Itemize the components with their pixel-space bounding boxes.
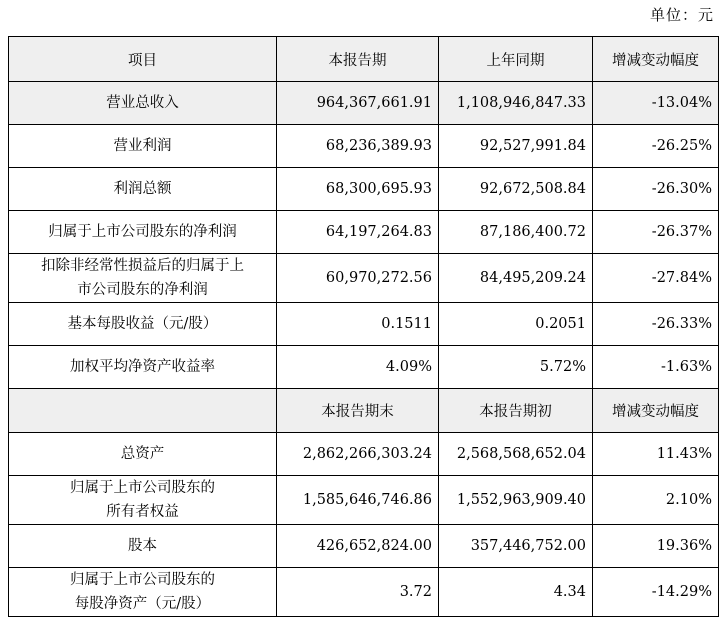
row-label-line-2: 每股净资产（元/股） [74, 596, 211, 612]
table-row [9, 476, 719, 525]
row-label: 总资产 [9, 433, 277, 476]
financial-summary-table [8, 36, 719, 617]
table-row [9, 303, 719, 346]
period-end-value: 2,862,266,303.24 [277, 433, 439, 476]
subheader-item [9, 389, 277, 433]
current-value: 68,300,695.93 [277, 168, 439, 211]
period-end-value: 1,585,646,746.86 [277, 476, 439, 525]
header-change: 增减变动幅度 [593, 37, 719, 82]
header-previous-period: 上年同期 [439, 37, 593, 82]
table-row [9, 568, 719, 617]
subheader-period-end: 本报告期末 [277, 389, 439, 433]
period-begin-value: 357,446,752.00 [439, 525, 593, 568]
table-row [9, 82, 719, 125]
previous-value: 1,108,946,847.33 [439, 82, 593, 125]
change-value: 2.10% [593, 476, 719, 525]
unit-label: 单位：元 [649, 6, 714, 24]
row-label: 营业利润 [9, 125, 277, 168]
header-item: 项目 [9, 37, 277, 82]
previous-value: 92,527,991.84 [439, 125, 593, 168]
row-label: 营业总收入 [9, 82, 277, 125]
row-label: 加权平均净资产收益率 [9, 346, 277, 389]
change-value: -14.29% [593, 568, 719, 617]
row-label: 利润总额 [9, 168, 277, 211]
row-label [9, 476, 277, 525]
change-value: -26.37% [593, 211, 719, 254]
previous-value: 87,186,400.72 [439, 211, 593, 254]
table-row [9, 254, 719, 303]
period-end-value: 3.72 [277, 568, 439, 617]
table-row [9, 433, 719, 476]
row-label-line-1: 归属于上市公司股东的 [70, 480, 215, 496]
row-label: 归属于上市公司股东的净利润 [9, 211, 277, 254]
table-subheader-row [9, 389, 719, 433]
table-row [9, 168, 719, 211]
change-value: -13.04% [593, 82, 719, 125]
period-begin-value: 2,568,568,652.04 [439, 433, 593, 476]
row-label-line-1: 归属于上市公司股东的 [70, 572, 215, 588]
period-begin-value: 1,552,963,909.40 [439, 476, 593, 525]
period-begin-value: 4.34 [439, 568, 593, 617]
row-label [9, 254, 277, 303]
row-label-line-2: 市公司股东的净利润 [77, 282, 208, 298]
previous-value: 84,495,209.24 [439, 254, 593, 303]
current-value: 68,236,389.93 [277, 125, 439, 168]
header-current-period: 本报告期 [277, 37, 439, 82]
change-value: -1.63% [593, 346, 719, 389]
row-label: 股本 [9, 525, 277, 568]
change-value: 19.36% [593, 525, 719, 568]
change-value: 11.43% [593, 433, 719, 476]
table-row [9, 125, 719, 168]
table-row [9, 346, 719, 389]
subheader-period-begin: 本报告期初 [439, 389, 593, 433]
table-row [9, 525, 719, 568]
table-header-row [9, 37, 719, 82]
subheader-change: 增减变动幅度 [593, 389, 719, 433]
row-label: 基本每股收益（元/股） [9, 303, 277, 346]
current-value: 64,197,264.83 [277, 211, 439, 254]
previous-value: 0.2051 [439, 303, 593, 346]
current-value: 60,970,272.56 [277, 254, 439, 303]
current-value: 0.1511 [277, 303, 439, 346]
previous-value: 92,672,508.84 [439, 168, 593, 211]
change-value: -26.25% [593, 125, 719, 168]
previous-value: 5.72% [439, 346, 593, 389]
change-value: -27.84% [593, 254, 719, 303]
current-value: 964,367,661.91 [277, 82, 439, 125]
row-label-line-2: 所有者权益 [106, 504, 179, 520]
row-label [9, 568, 277, 617]
table-row [9, 211, 719, 254]
change-value: -26.30% [593, 168, 719, 211]
change-value: -26.33% [593, 303, 719, 346]
period-end-value: 426,652,824.00 [277, 525, 439, 568]
row-label-line-1: 扣除非经常性损益后的归属于上 [41, 258, 244, 274]
current-value: 4.09% [277, 346, 439, 389]
